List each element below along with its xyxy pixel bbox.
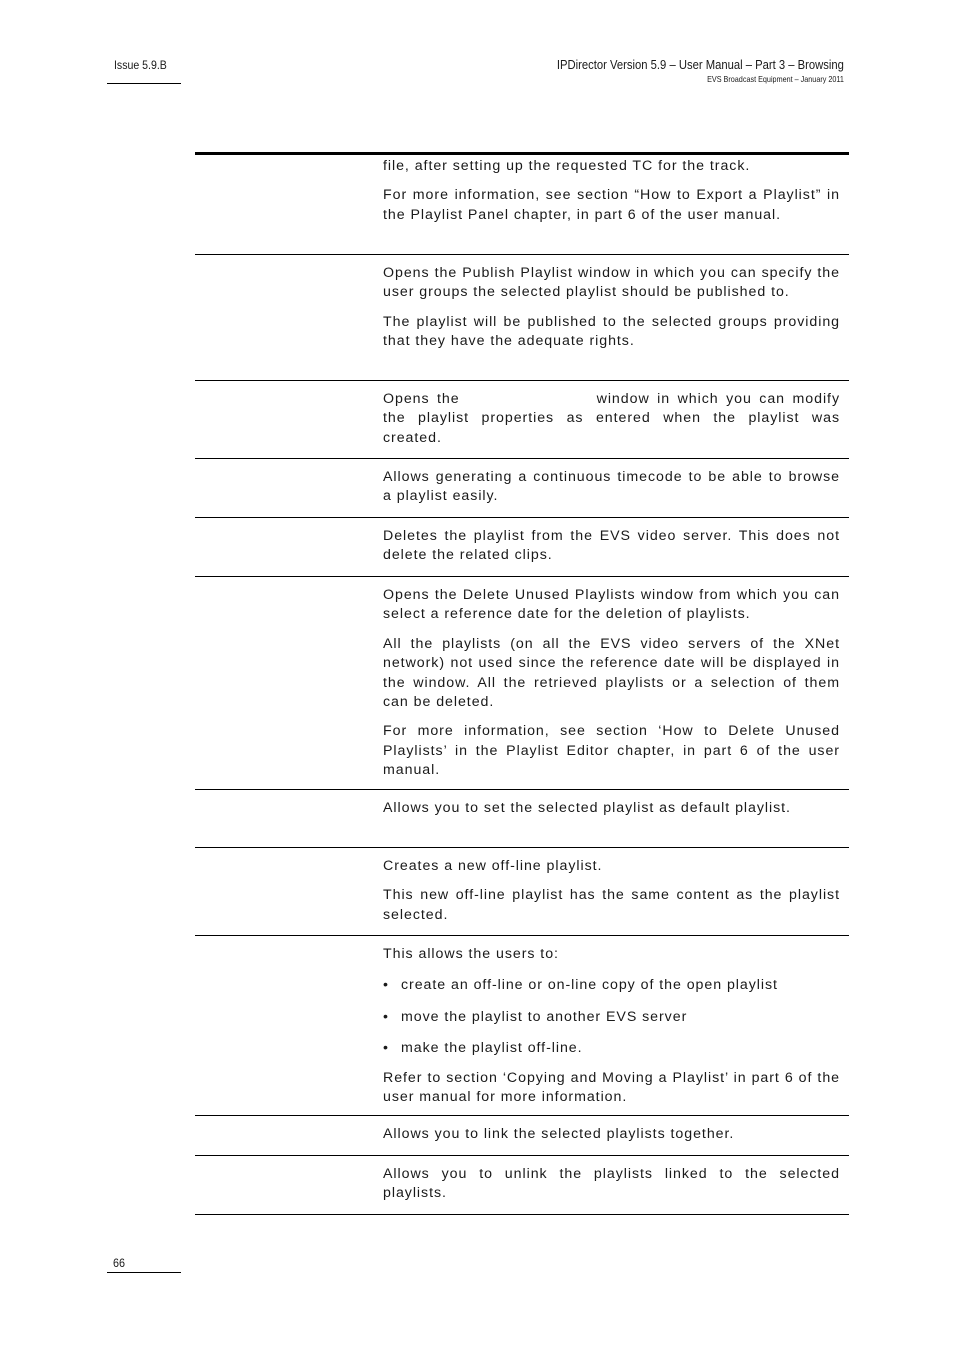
row-text: Opens the Publish Playlist window in which you can specify the user groups the selected playlist should be published to. [383,265,840,301]
row-text: Opens the Delete Unused Playlists window from which you can select a reference date for the deletion of playlists. [383,587,840,623]
table-row [195,155,849,255]
table-row [195,936,849,1116]
row-text-end: window in which you can modify the playlist properties as entered when the playlist was created. [383,391,840,446]
row-text: Creates a new off-line playlist. [383,858,603,874]
row-text: All the playlists (on all the EVS video servers of the XNet network) not used since the reference date will be displayed in the window. All the retrieved playlists or a selection of them can be deleted. [383,635,840,711]
bullet-dot-icon: • [383,1040,389,1057]
row-text: Deletes the playlist from the EVS video server. This does not delete the related clips. [383,528,840,564]
table-row [195,1116,849,1156]
table-row [195,381,849,459]
row-text: The playlist will be published to the selected groups providing that they have the adequate rights. [383,313,840,350]
header-block [525,58,844,84]
row-text: Refer to section ‘Copying and Moving a Playlist’ in part 6 of the user manual for more information. [383,1069,840,1106]
row-text: file, after setting up the requested TC for the track. [383,158,751,174]
bullet-text: move the playlist to another EVS server [401,1008,688,1025]
bullet-dot-icon: • [383,977,389,994]
row-text [383,390,840,448]
table-row [195,459,849,518]
bullet-item [383,1008,840,1027]
page-number: 66 [113,1256,126,1270]
table-row [195,518,849,577]
row-text: For more information, see section ‘How to Delete Unused Playlists’ in the Playlist Editor chapter, in part 6 of the user manual. [383,723,840,779]
table-row [195,848,849,936]
bullet-dot-icon: • [383,1008,389,1025]
row-text-start: Opens the [383,391,460,407]
row-text: This new off-line playlist has the same content as the playlist selected. [383,887,840,923]
table-row [195,255,849,381]
commands-table [195,152,849,1215]
bullet-item [383,976,840,995]
row-text: Allows generating a continuous timecode to be able to browse a playlist easily. [383,469,840,505]
row-text: Allows you to set the selected playlist as default playlist. [383,800,791,816]
bullet-text: create an off-line or on-line copy of the open playlist [401,977,778,994]
row-text: This allows the users to: [383,946,559,962]
table-row [195,790,849,848]
document-subtitle: EVS Broadcast Equipment – January 2011 [707,74,844,84]
row-text: Allows you to unlink the playlists linked to the selected playlists. [383,1166,840,1202]
bullet-text: make the playlist off-line. [401,1040,583,1057]
row-text: Allows you to link the selected playlists together. [383,1126,735,1142]
header-rule [107,83,181,84]
issue-label: Issue 5.9.B [114,58,167,72]
table-row [195,1156,849,1215]
row-text: For more information, see section “How to Export a Playlist” in the Playlist Panel chapter, in part 6 of the user manual. [383,187,840,223]
bullet-item [383,1039,840,1058]
footer-rule [107,1272,181,1273]
document-title: IPDirector Version 5.9 – User Manual – Part 3 – Browsing [556,58,844,72]
table-row [195,577,849,790]
